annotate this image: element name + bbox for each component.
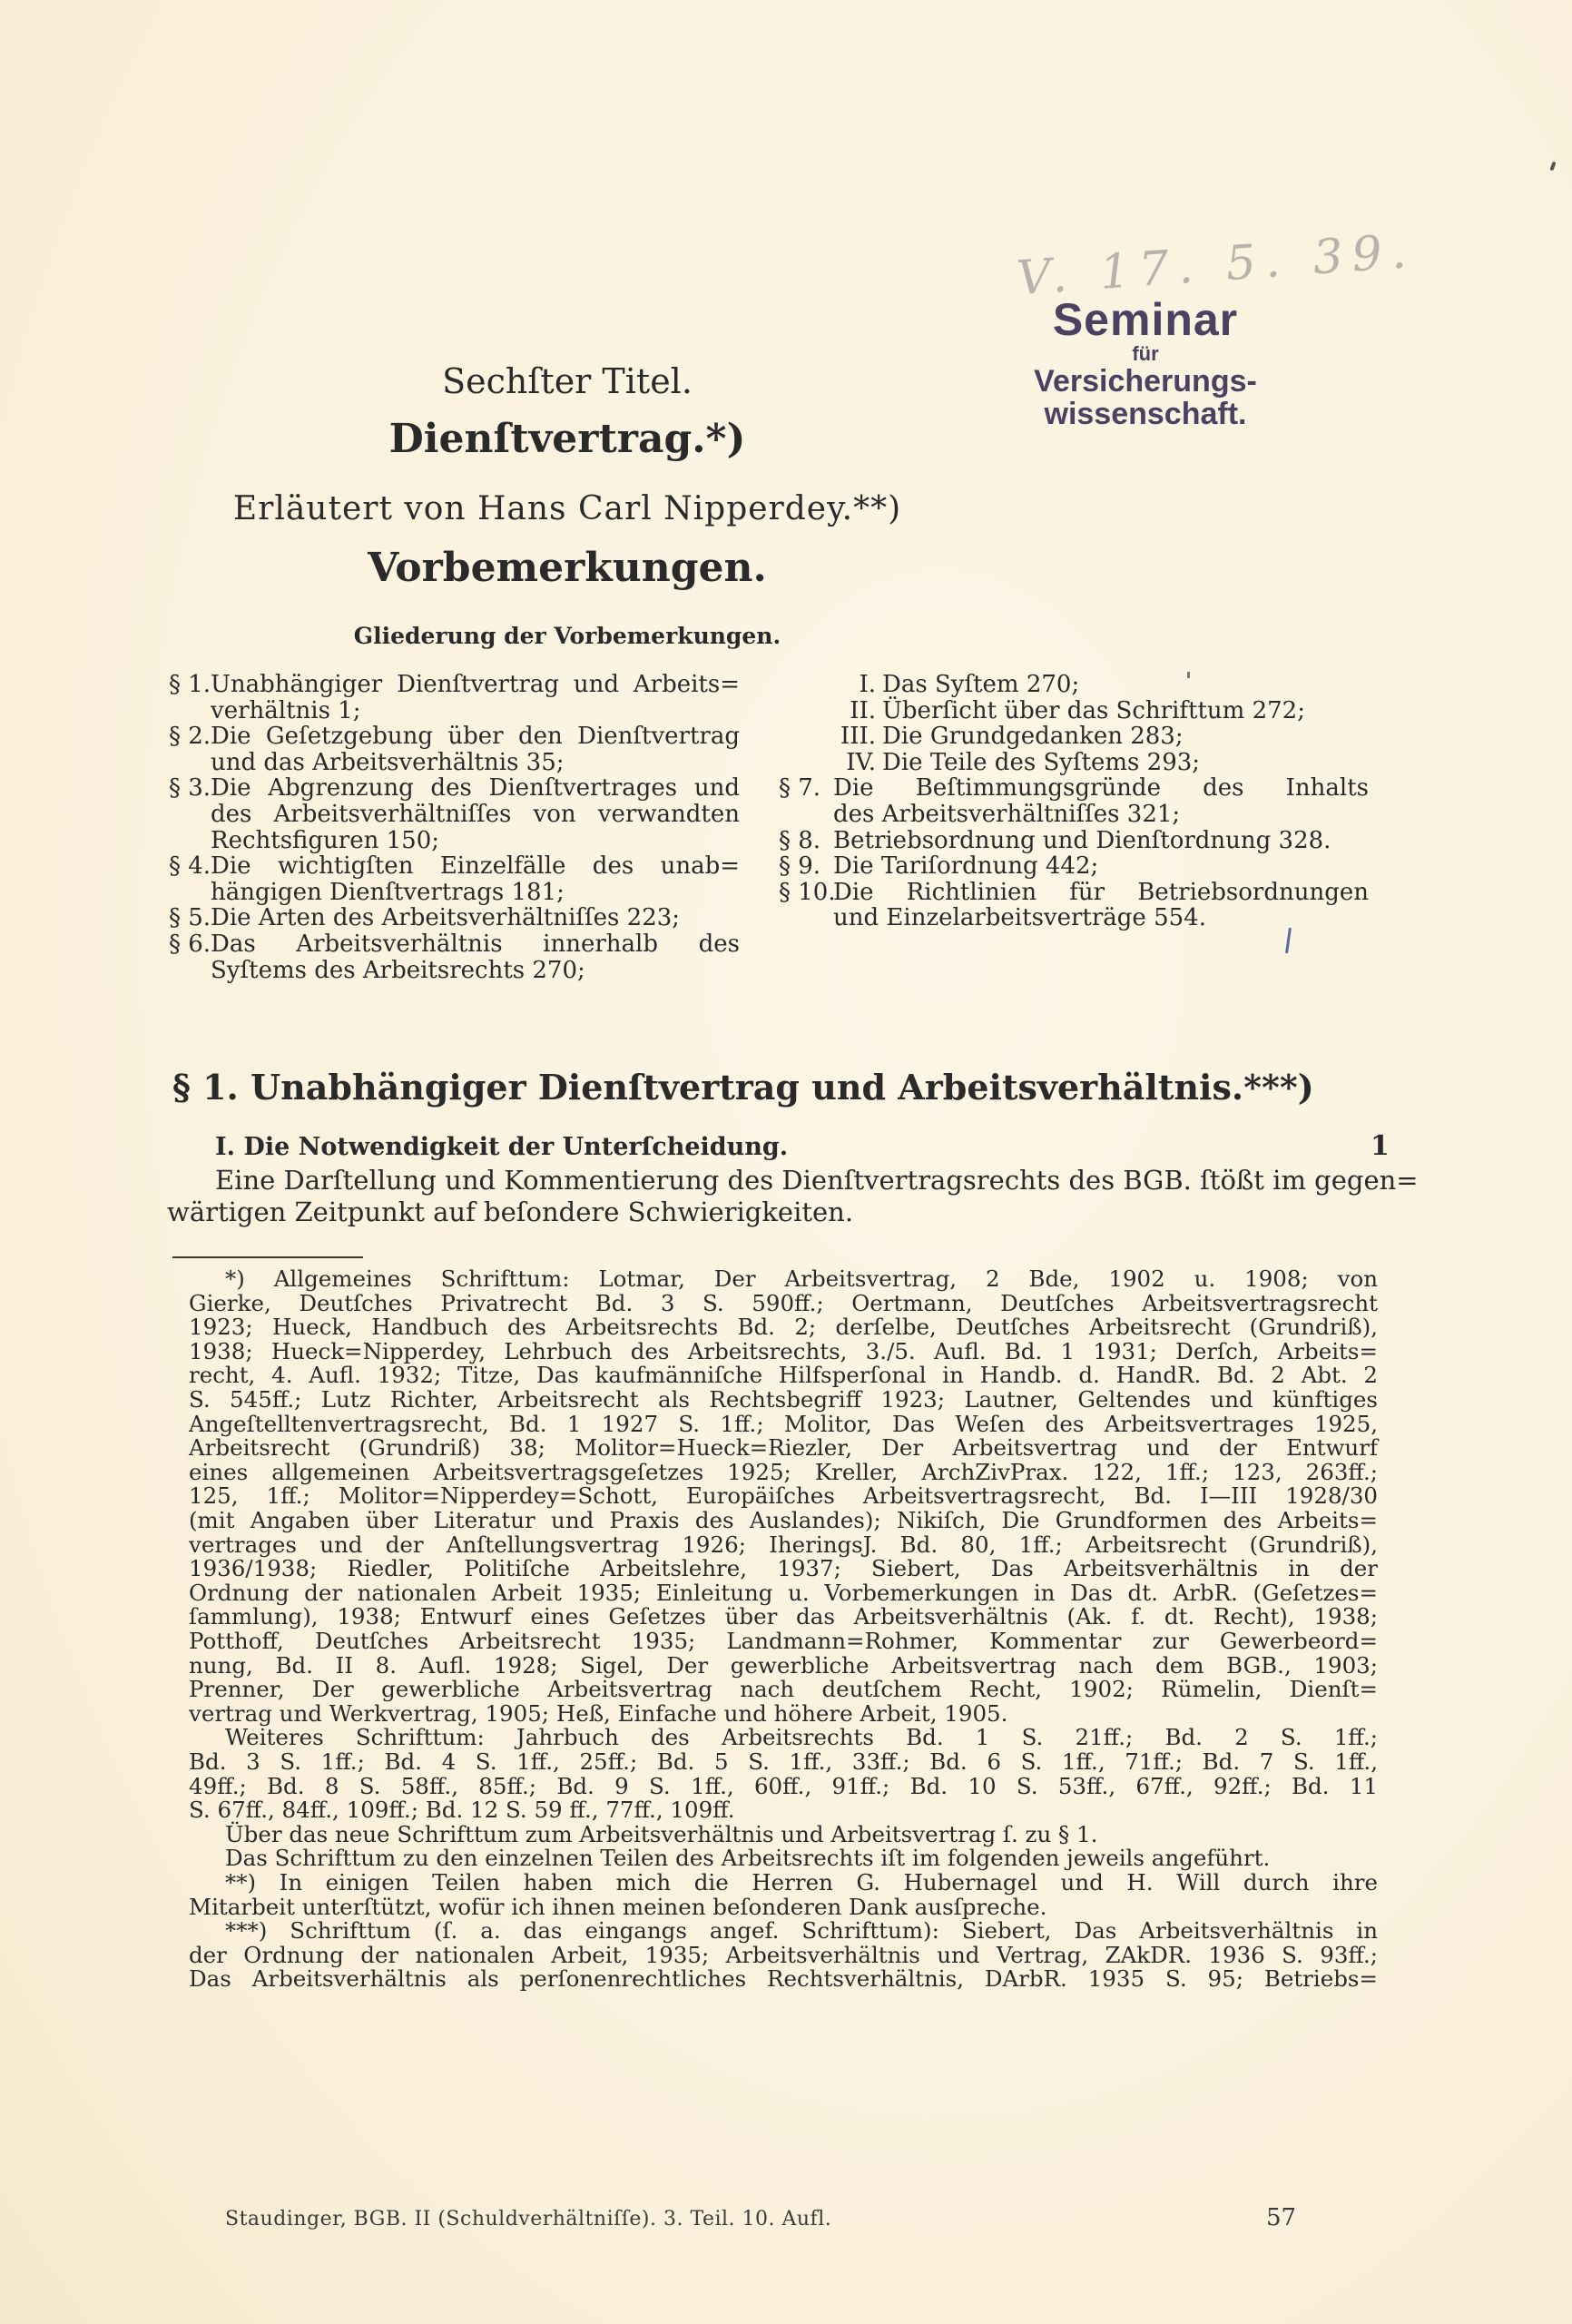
outline-number: § 6. [169,931,211,958]
outline-entry-line: Unabhängiger Dienſtvertrag und Arbeits= [211,671,740,698]
margin-number: 1 [1371,1130,1390,1162]
outline-entry-line: Überſicht über das Schrifttum 272; [882,696,1305,724]
outline-entry-line: Rechtsfiguren 150; [211,826,440,854]
outline-entry-line: Syſtems des Arbeitsrechts 270; [211,956,585,984]
footnote-line: ***) Schrifttum (ſ. a. das eingangs angef. Schrifttum): Siebert, Das Arbeitsverhältnis in [225,1917,1378,1945]
outline-number: § 5. [169,904,211,932]
outline-entry-line: Die Beſtimmungsgründe des Inhalts [833,774,1369,803]
footnote-line: 1936/1938; Riedler, Politiſche Arbeitslehre, 1937; Siebert, Das Arbeitsverhältnis in der [189,1555,1378,1582]
footnote-line: recht, 4. Aufl. 1932; Titze, Das kaufmänniſche Hilfsperſonal in Handb. d. HandR. Bd. 2 Abt. 2 [189,1362,1378,1389]
running-footer: Staudinger, BGB. II (Schuldverhältniſſe). 3. Teil. 10. Aufl. [225,2208,832,2230]
outline-entry-line: Die Teile des Syſtems 293; [882,748,1201,776]
outline-entry-line: Die Geſetzgebung über den Dienſtvertrag [211,723,740,751]
outline-number: § 2. [169,723,211,751]
stamp-line-3: Versicherungs- [1034,364,1257,399]
footnote-line: Mitarbeit unterſtützt, wofür ich ihnen meinen beſonderen Dank ausſpreche. [189,1893,1047,1920]
outline-entry-line: Betriebsordnung und Dienſtordnung 328. [833,826,1331,854]
footnote-line: S. 545ff.; Lutz Richter, Arbeitsrecht als Rechtsbegriff 1923; Lautner, Geltendes und künftiges [189,1386,1378,1413]
footnote-line: Das Arbeitsverhältnis als perſonenrechtliches Rechtsverhältnis, DArbR. 1935 S. 95; Betriebs= [189,1965,1378,1993]
outline-entry-line: Die Abgrenzung des Dienſtvertrages und [211,774,740,803]
outline-entry-line: Das Arbeitsverhältnis innerhalb des [211,931,740,958]
body-text-line: wärtigen Zeitpunkt auf beſondere Schwierigkeiten. [167,1196,854,1227]
outline-entry-line: des Arbeitsverhältniſſes 321; [833,801,1181,828]
outline-entry-line: Die Richtlinien für Betriebsordnungen [833,878,1369,906]
footnote-line: Arbeitsrecht (Grundriß) 38; Molitor=Hueck=Riezler, Der Arbeitsvertrag und der Entwurf [189,1434,1378,1462]
author-line: Erläutert von Hans Carl Nipperdey.**) [232,490,902,527]
footnote-line: Über das neue Schrifttum zum Arbeitsverhältnis und Arbeitsvertrag ſ. zu § 1. [225,1820,1098,1847]
footnote-line: *) Allgemeines Schrifttum: Lotmar, Der Arbeitsvertrag, 2 Bde, 1902 u. 1908; von [225,1265,1378,1292]
outline-number: § 9. [779,852,821,881]
section-heading: Vorbemerkungen. [368,545,767,591]
outline-number: III. [840,723,876,751]
ink-speck [1549,162,1556,172]
footnote-line: Prenner, Der gewerbliche Arbeitsvertrag nach deutſchem Recht, 1902; Rümelin, Dienſt= [189,1676,1378,1703]
paragraph-1-title: § 1. Unabhängiger Dienſtvertrag und Arbeitsverhältnis.***) [172,1067,1314,1108]
outline-entry-line: und Einzelarbeitsverträge 554. [833,904,1206,932]
outline-title: Gliederung der Vorbemerkungen. [353,623,781,649]
footnote-line: vertrages und der Anſtellungsvertrag 1926; IheringsJ. Bd. 80, 1ff.; Arbeitsrecht (Grundriß), [189,1531,1378,1558]
footnote-line: 1923; Hueck, Handbuch des Arbeitsrechts Bd. 2; derſelbe, Deutſches Arbeitsrecht (Grundriß), [189,1314,1378,1341]
outline-number: § 1. [169,671,211,698]
footnote-line: nung, Bd. II 8. Aufl. 1928; Sigel, Der gewerbliche Arbeitsvertrag nach dem BGB., 1903; [189,1651,1378,1679]
pencil-tick-mark [1285,928,1292,953]
subtitle-heading: Dienſtvertrag.*) [388,416,746,462]
footnote-line: Angeſtelltenvertragsrecht, Bd. 1 1927 S. 1ff.; Molitor, Das Weſen des Arbeitsvertrages 1925, [189,1410,1378,1437]
footnote-line: **) In einigen Teilen haben mich die Herren G. Hubernagel und H. Will durch ihre [225,1869,1378,1896]
outline-number: II. [850,696,876,724]
pencil-mark [1187,672,1190,678]
outline-entry-line: Die Tariſordnung 442; [833,852,1099,881]
outline-number: I. [859,671,876,698]
outline-number: § 7. [779,774,821,803]
footnote-line: (mit Angaben über Literatur und Praxis des Auslandes); Nikiſch, Die Grundformen des Arbeits= [189,1507,1378,1533]
footnote-line: ſammlung), 1938; Entwurf eines Geſetzes über das Arbeitsverhältnis (Ak. f. dt. Recht), 1938; [189,1603,1378,1630]
footnote-separator [172,1256,363,1258]
stamp-line-2: für [1132,342,1159,365]
footnote-line: der Ordnung der nationalen Arbeit, 1935; Arbeitsverhältnis und Vertrag, ZAkDR. 1936 S. 93ff.; [189,1941,1378,1968]
footnote-line: vertrag und Werkvertrag, 1905; Heß, Einfache und höhere Arbeit, 1905. [189,1699,1008,1727]
footnote-line: Gierke, Deutſches Privatrecht Bd. 3 S. 590ff.; Oertmann, Deutſches Arbeitsvertragsrecht [189,1289,1378,1316]
outline-entry-line: und das Arbeitsverhältnis 35; [211,748,565,776]
outline-number: § 8. [779,826,821,854]
footnote-line: Weiteres Schrifttum: Jahrbuch des Arbeitsrechts Bd. 1 S. 21ff.; Bd. 2 S. 1ff.; [225,1724,1378,1751]
outline-entry-line: Die wichtigſten Einzelfälle des unab= [211,852,740,881]
footnote-line: Ordnung der nationalen Arbeit 1935; Einleitung u. Vorbemerkungen in Das dt. ArbR. (Geſetzes= [189,1579,1378,1606]
stamp-line-4: wissenschaft. [1044,397,1247,431]
footnote-line: Bd. 3 S. 1ff.; Bd. 4 S. 1ff., 25ff.; Bd. 5 S. 1ff., 33ff.; Bd. 6 S. 1ff., 71ff.; Bd. 7 S. 1ff., [189,1748,1378,1775]
subsection-heading: I. Die Notwendigkeit der Unterſcheidung. [215,1133,789,1161]
footnote-line: 125, 1ff.; Molitor=Nipperdey=Schott, Europäiſches Arbeitsvertragsrecht, Bd. I—III 1928/30 [189,1482,1378,1510]
page-number: 57 [1266,2204,1297,2231]
outline-entry-line: Das Syſtem 270; [882,671,1080,698]
title-heading: Sechſter Titel. [442,361,693,401]
outline-number: § 3. [169,774,211,803]
footnote-line: S. 67ff., 84ff., 109ff.; Bd. 12 S. 59 ff., 77ff., 109ff. [189,1797,735,1824]
pencil-date-note: V. 17. 5. 39. [1015,223,1418,307]
outline-number: § 10. [779,878,836,906]
outline-number: § 4. [169,852,211,881]
footnote-line: 49ff.; Bd. 8 S. 58ff., 85ff.; Bd. 9 S. 1ff., 60ff., 91ff.; Bd. 10 S. 53ff., 67ff., 92ff.; Bd. 11 [189,1772,1378,1799]
outline-entry-line: Die Arten des Arbeitsverhältniſſes 223; [211,904,681,932]
footnote-line: eines allgemeinen Arbeitsvertragsgeſetzes 1925; Kreller, ArchZivPrax. 122, 1ff.; 123, 263ff.; [189,1458,1378,1485]
footnote-line: 1938; Hueck=Nipperdey, Lehrbuch des Arbeitsrechts, 3./5. Aufl. Bd. 1 1931; Derſch, Arbeits= [189,1337,1378,1364]
outline-entry-line: des Arbeitsverhältniſſes von verwandten [211,801,740,828]
outline-number: IV. [846,748,876,776]
footnote-line: Potthoff, Deutſches Arbeitsrecht 1935; Landmann=Rohmer, Kommentar zur Gewerbeord= [189,1628,1378,1654]
body-text-line: Eine Darſtellung und Kommentierung des Dienſtvertragsrechts des BGB. ſtößt im gegen= [215,1165,1419,1196]
stamp-line-1: Seminar [1052,294,1239,345]
outline-entry-line: hängigen Dienſtvertrags 181; [211,878,565,906]
outline-entry-line: Die Grundgedanken 283; [882,723,1184,751]
footnote-line: Das Schrifttum zu den einzelnen Teilen des Arbeitsrechts iſt im folgenden jeweils angeführt. [225,1845,1271,1872]
outline-entry-line: verhältnis 1; [211,696,361,724]
